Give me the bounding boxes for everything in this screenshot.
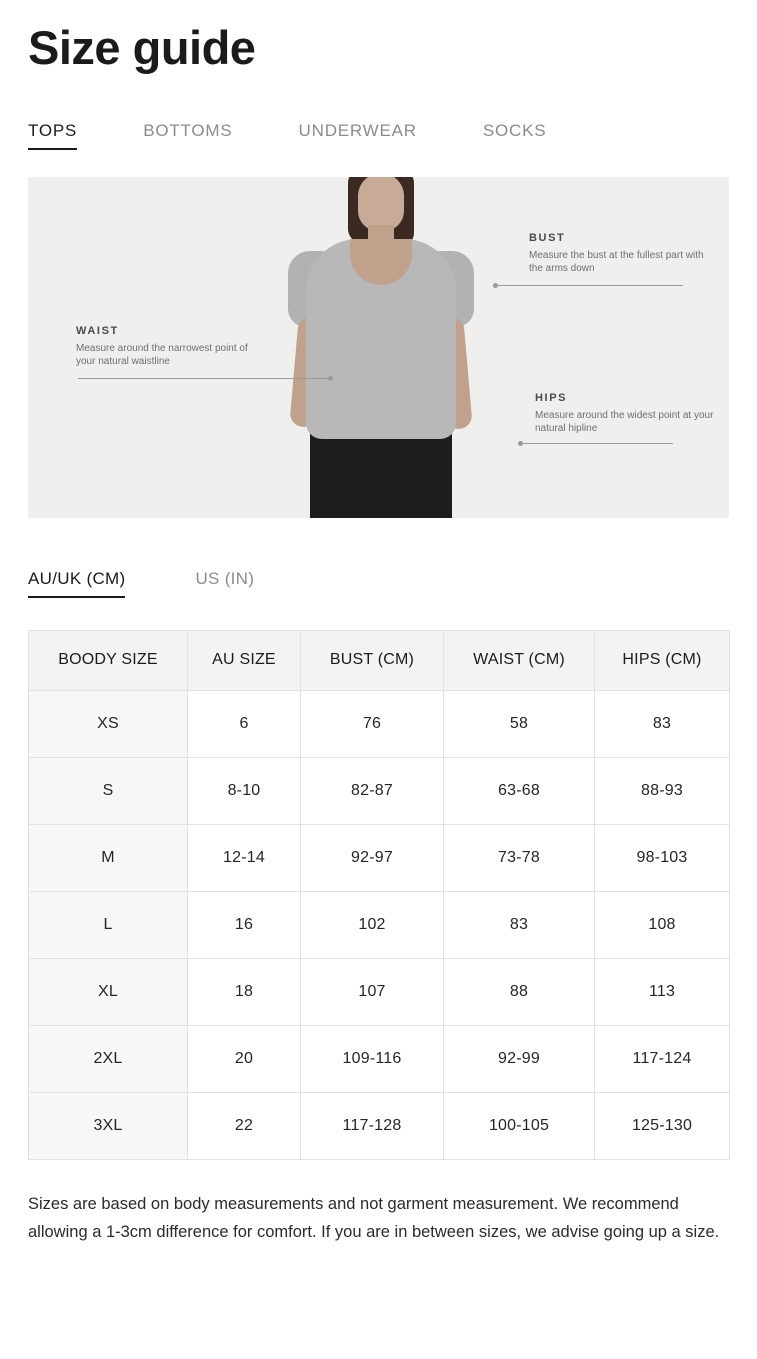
size-table [28,630,730,1160]
cell-waist: 73-78 [444,824,595,891]
tab-tops[interactable]: TOPS [28,121,77,150]
table-row [29,690,730,757]
size-note: Sizes are based on body measurements and not garment measurement. We recommend allowing a 1-3cm difference for comfort. If you are in between sizes, we advise going up a size. [28,1194,720,1242]
annotation-bust [529,232,709,276]
category-tab-bar [28,114,729,150]
cell-size: 2XL [29,1025,188,1092]
tab-underwear[interactable]: UNDERWEAR [298,120,417,140]
cell-au: 16 [188,891,301,958]
cell-hips: 125-130 [595,1092,730,1159]
cell-bust: 102 [301,891,444,958]
cell-hips: 83 [595,690,730,757]
annotation-waist [76,325,256,369]
tab-socks[interactable]: SOCKS [482,120,547,140]
tshirt [306,239,456,439]
table-row [29,1092,730,1159]
cell-size: XL [29,958,188,1025]
cell-bust: 82-87 [301,757,444,824]
tab-us-in[interactable]: US (IN) [195,568,255,588]
col-header-au-size: AU SIZE [188,630,301,690]
table-row [29,1025,730,1092]
col-header-bust: BUST (CM) [301,630,444,690]
cell-hips: 117-124 [595,1025,730,1092]
col-header-waist: WAIST (CM) [444,630,595,690]
cell-waist: 88 [444,958,595,1025]
cell-size: S [29,757,188,824]
table-row [29,824,730,891]
cell-au: 8-10 [188,757,301,824]
cell-hips: 108 [595,891,730,958]
annotation-bust-text: Measure the bust at the fullest part with the arms down [529,249,704,275]
cell-bust: 76 [301,690,444,757]
cell-waist: 83 [444,891,595,958]
col-header-hips: HIPS (CM) [595,630,730,690]
cell-waist: 63-68 [444,757,595,824]
annotation-waist-title: WAIST [76,324,119,337]
cell-size: 3XL [29,1092,188,1159]
page-title: Size guide [28,21,256,74]
tab-bottoms[interactable]: BOTTOMS [143,120,233,140]
table-row [29,757,730,824]
size-table-body [29,690,730,1159]
annotation-hips-title: HIPS [535,391,568,404]
annotation-bust-title: BUST [529,231,566,244]
col-header-boody-size: BOODY SIZE [29,630,188,690]
annotation-bust-line [493,285,683,286]
cell-au: 6 [188,690,301,757]
table-header-row [29,630,730,690]
annotation-hips-line [518,443,673,444]
size-guide-page [0,10,757,1359]
annotation-hips-text: Measure around the widest point at your natural hipline [535,409,714,435]
cell-hips: 98-103 [595,824,730,891]
table-row [29,958,730,1025]
cell-size: XS [29,690,188,757]
measurement-diagram-image [28,177,729,518]
cell-size: M [29,824,188,891]
annotation-waist-line [78,378,333,379]
cell-hips: 113 [595,958,730,1025]
cell-au: 22 [188,1092,301,1159]
size-table-head [29,630,730,690]
tab-au-uk-cm[interactable]: AU/UK (CM) [28,569,125,598]
cell-au: 12-14 [188,824,301,891]
cell-waist: 92-99 [444,1025,595,1092]
model-illustration [254,177,504,518]
cell-bust: 117-128 [301,1092,444,1159]
cell-au: 20 [188,1025,301,1092]
cell-au: 18 [188,958,301,1025]
table-row [29,891,730,958]
annotation-waist-text: Measure around the narrowest point of your natural waistline [76,342,248,368]
cell-bust: 107 [301,958,444,1025]
cell-waist: 100-105 [444,1092,595,1159]
cell-waist: 58 [444,690,595,757]
head [358,177,404,231]
cell-hips: 88-93 [595,757,730,824]
cell-size: L [29,891,188,958]
unit-tab-bar [28,564,729,598]
cell-bust: 92-97 [301,824,444,891]
cell-bust: 109-116 [301,1025,444,1092]
annotation-hips [535,392,715,436]
